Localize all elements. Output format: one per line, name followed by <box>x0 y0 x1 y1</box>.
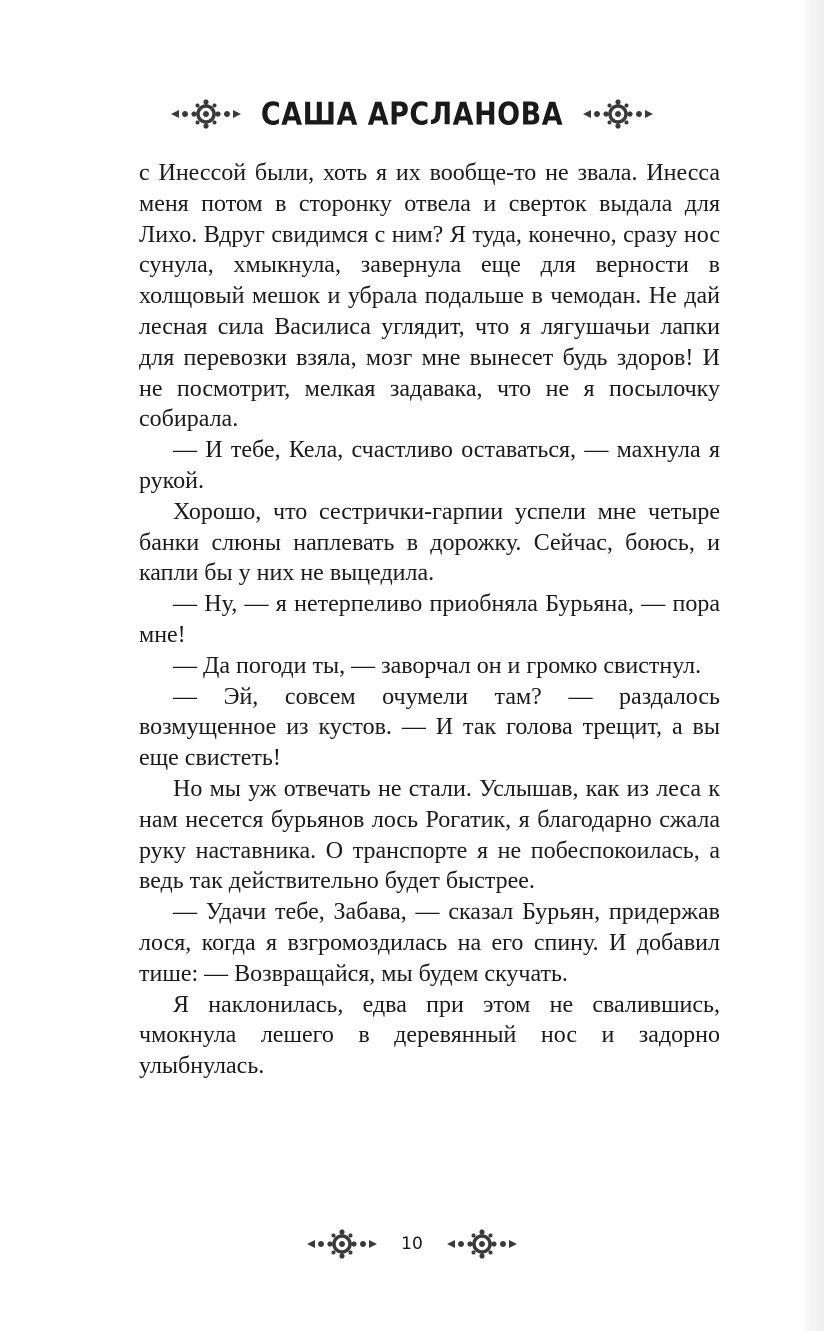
paragraph: Хорошо, что сестрички-гарпии успели мне четыре банки слюны наплевать в дорожку. Сейчас, боюсь, и капли бы у них не выцедила. <box>139 498 720 587</box>
page-footer <box>0 1224 824 1264</box>
running-head <box>0 92 824 136</box>
paragraph: Но мы уж отвечать не стали. Услышав, как из леса к нам несется бурьянов лось Рогатик, я благодарно сжала руку наставника. О транспорте я не побеспокоилась, а ведь так действительно будет быстрее. <box>139 775 720 895</box>
paragraph: — Эй, совсем очумели там? — раздалось возмущенное из кустов. — И так голова трещит, а вы еще свистеть! <box>139 683 720 772</box>
paragraph: Я наклонилась, едва при этом не свалившись, чмокнула лешего в деревянный нос и задорно улыбнулась. <box>139 991 720 1080</box>
body-text <box>139 158 720 1082</box>
paragraph: — Удачи тебе, Забава, — сказал Бурьян, придержав лося, когда я взгромоздилась на его спину. И добавил тише: — Возвращайся, мы будем скучать. <box>139 899 720 987</box>
page-number: 10 <box>401 1234 423 1254</box>
folk-ornament-footer-right-icon <box>445 1229 519 1259</box>
folk-ornament-right-icon <box>581 99 655 129</box>
paragraph: — Да погоди ты, — заворчал он и громко свистнул. <box>173 652 702 679</box>
paragraph: — И тебе, Кела, счастливо оставаться, — махнула я рукой. <box>139 437 720 494</box>
folk-ornament-footer-left-icon <box>305 1229 379 1259</box>
paragraph: с Инессой были, хоть я их вообще-то не звала. Инесса меня потом в сторонку отвела и сверток выдала для Лихо. Вдруг свидимся с ним? Я туда, конечно, сразу нос сунула, хмыкнула, завернула еще для верности в холщовый мешок и убрала подальше в чемодан. Не дай лесная сила Василиса углядит, что я лягушачьи лапки для перевозки взяла, мозг мне вынесет будь здоров! И не посмотрит, мелкая задавака, что не я посылочку собирала. <box>139 160 720 433</box>
author-name: САША АРСЛАНОВА <box>260 96 564 132</box>
paragraph: — Ну, — я нетерпеливо приобняла Бурьяна, — пора мне! <box>139 591 720 648</box>
page-edge-shadow <box>802 0 824 1331</box>
folk-ornament-left-icon <box>169 99 243 129</box>
